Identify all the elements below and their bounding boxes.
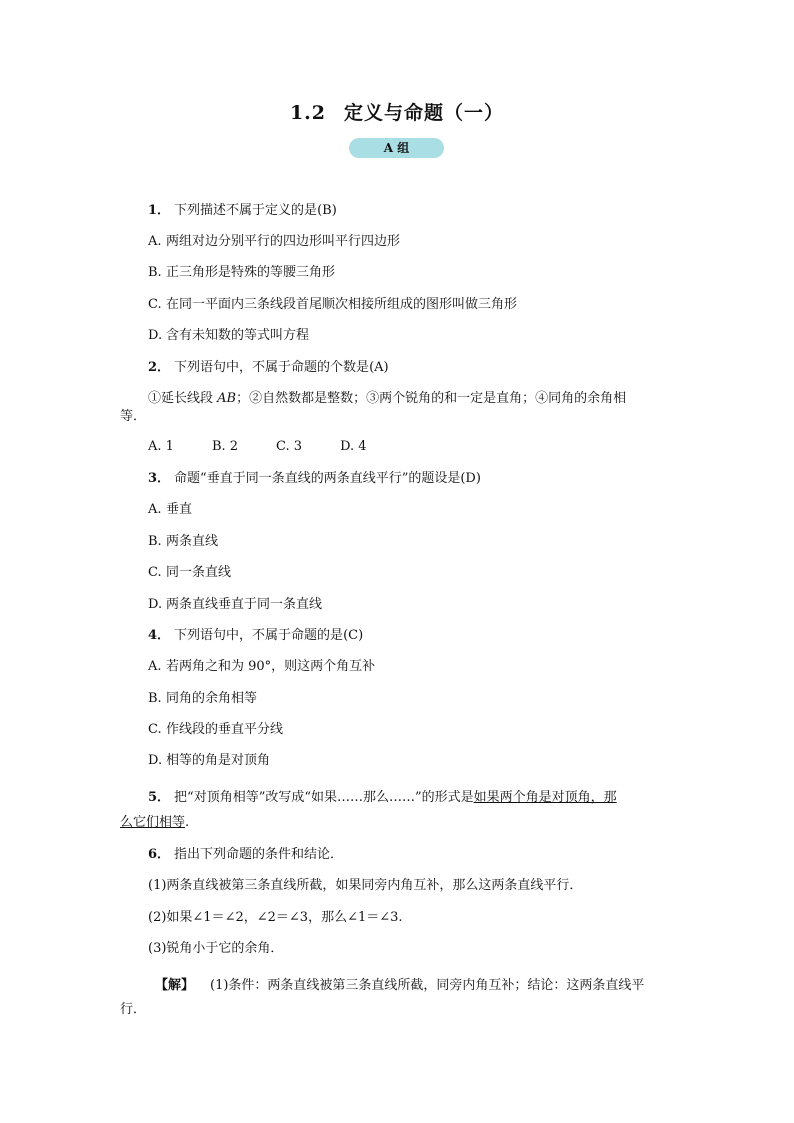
question-stem: 下列语句中，不属于命题的是 <box>174 628 344 643</box>
solution-tag: 【解】 <box>155 978 195 993</box>
option-d: D. 相等的角是对顶角 <box>148 753 271 768</box>
option-b: B. 2 <box>211 439 239 454</box>
option-c: C. 在同一平面内三条线段首尾顺次相接所组成的图形叫做三角形 <box>148 297 518 312</box>
question-6-item-1: (1)两条直线被第三条直线所截，如果同旁内角互补，那么这两条直线平行． <box>148 878 583 893</box>
question-number: 4． <box>148 628 171 643</box>
question-6-item-3: (3)锐角小于它的余角． <box>148 941 284 956</box>
question-number: 2． <box>148 360 171 375</box>
question-2 <box>148 359 389 377</box>
option-a: A. 垂直 <box>148 502 193 517</box>
question-answer-cont: 么它们相等 <box>120 815 186 830</box>
question-stem: 把“对顶角相等”改写成“如果……那么……”的形式是 <box>174 790 474 805</box>
question-number: 6． <box>148 847 171 862</box>
option-b: B. 两条直线 <box>148 534 219 549</box>
question-answer: (B) <box>317 203 337 218</box>
question-2-body: ①延长线段 AB；②自然数都是整数；③两个锐角的和一定是直角；④同角的余角相 <box>148 391 627 406</box>
solution-cont: 行． <box>120 1002 147 1017</box>
option-b: B. 正三角形是特殊的等腰三角形 <box>148 265 336 280</box>
solution-text: (1)条件：两条直线被第三条直线所截，同旁内角互补；结论：这两条直线平 <box>210 978 645 993</box>
option-a: A. 若两角之和为 90°，则这两个角互补 <box>148 659 376 674</box>
question-answer: 如果两个角是对顶角，那 <box>473 790 617 805</box>
question-2-body-cont: 等． <box>120 409 147 424</box>
option-a: A. 1 <box>148 439 174 454</box>
question-number: 3． <box>148 471 171 486</box>
question-stem: 下列语句中，不属于命题的个数是 <box>174 360 370 375</box>
segment-variable: AB <box>217 391 237 406</box>
question-number: 1． <box>148 203 171 218</box>
option-c: C. 同一条直线 <box>148 565 232 580</box>
question-6 <box>148 846 343 864</box>
question-5-cont: 么它们相等. <box>120 815 190 830</box>
option-c: C. 作线段的垂直平分线 <box>148 722 284 737</box>
section-number: 1.2 <box>289 102 327 124</box>
option-c: C. 3 <box>276 439 303 454</box>
question-6-item-2: (2)如果∠1＝∠2，∠2＝∠3，那么∠1＝∠3. <box>148 910 403 925</box>
question-answer: (D) <box>460 471 481 486</box>
question-2-options <box>148 438 405 456</box>
question-answer: (A) <box>369 360 389 375</box>
option-b: B. 同角的余角相等 <box>148 691 258 706</box>
section-title: 定义与命题（一） <box>344 102 505 124</box>
option-d: D. 两条直线垂直于同一条直线 <box>148 597 323 612</box>
question-3 <box>148 470 481 488</box>
question-stem: 下列描述不属于定义的是 <box>174 203 318 218</box>
option-a: A. 两组对边分别平行的四边形叫平行四边形 <box>148 234 401 249</box>
group-badge: A 组 <box>349 138 444 158</box>
option-d: D. 含有未知数的等式叫方程 <box>148 328 310 343</box>
question-5 <box>148 789 617 807</box>
question-number: 5． <box>148 790 171 805</box>
option-d: D. 4 <box>340 439 367 454</box>
question-4 <box>148 627 363 645</box>
solution <box>155 977 644 995</box>
page-title <box>0 98 794 125</box>
question-answer: (C) <box>343 628 364 643</box>
question-stem: 命题“垂直于同一条直线的两条直线平行”的题设是 <box>174 471 461 486</box>
question-stem: 指出下列命题的条件和结论． <box>174 847 344 862</box>
question-1 <box>148 202 337 220</box>
